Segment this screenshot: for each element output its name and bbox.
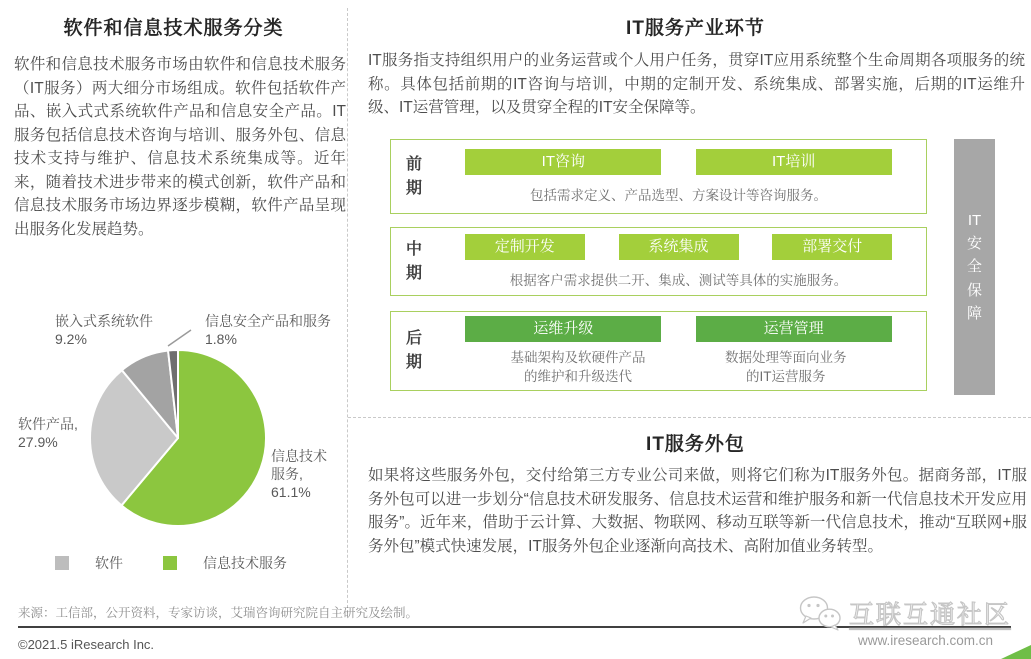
phase-row-mid — [390, 227, 927, 296]
phase-label-late — [391, 312, 431, 390]
phase-late-caption-left-line1: 基础架构及软硬件产品 — [510, 350, 646, 366]
pie-callout-software — [18, 415, 78, 451]
pie-callout-embedded — [55, 312, 153, 348]
process-section-description: IT服务指支持组织用户的业务运营或个人用户任务，贯穿IT应用系统整个生命周期各项服务的统称。具体包括前期的IT咨询与培训，中期的定制开发、系统集成、部署实施，后期的IT运维升级、IT运营管理，以及贯穿全程的IT安全保障等。 — [368, 52, 1025, 117]
it-security-bar — [954, 139, 995, 395]
horizontal-divider — [348, 417, 1031, 418]
outsourcing-section-title: IT服务外包 — [646, 434, 745, 455]
wechat-icon — [797, 595, 843, 631]
legend-swatch-software — [55, 556, 69, 570]
btn-deployment-delivery: 部署交付 — [772, 234, 892, 260]
left-section-description: 软件和信息技术服务市场由软件和信息技术服务（IT服务）两大细分市场组成。软件包括软件产品、嵌入式式系统软件产品和信息安全产品。IT服务包括信息技术咨询与培训、服务外包、信息技术支持与维护、信息技术系统集成等。近年来，随着技术进步带来的模式创新，软件产品和信息技术服务市场边界逐步模糊，软件产品呈现出服务化发展趋势。 — [14, 56, 346, 238]
copyright-text: ©2021.5 iResearch Inc. — [18, 637, 155, 652]
pie-chart — [60, 315, 300, 550]
pie-callout-software-value: 27.9% — [18, 434, 58, 451]
pie-callout-security — [205, 312, 331, 348]
pie-callout-it-services-label: 信息技术 — [271, 448, 327, 464]
legend-label-it-services: 信息技术服务 — [203, 555, 287, 571]
watermark-text: 互联互通社区 — [849, 601, 1012, 629]
phase-late-caption-right — [725, 349, 847, 385]
pie-callout-it-services — [271, 447, 327, 502]
phase-label-late-text: 后期 — [406, 330, 423, 371]
phase-late-caption-left-line2: 的维护和升级迭代 — [524, 368, 632, 384]
btn-operation-management: 运营管理 — [696, 316, 892, 342]
pie-callout-security-value: 1.8% — [205, 331, 237, 348]
phase-row-late — [390, 311, 927, 391]
phase-label-early-text: 前期 — [406, 155, 423, 197]
pie-callout-it-services-label2: 服务, — [271, 466, 303, 483]
legend-label-software: 软件 — [95, 555, 123, 571]
btn-custom-development: 定制开发 — [465, 234, 585, 260]
phase-early-caption: 包括需求定义、产品选型、方案设计等咨询服务。 — [530, 188, 827, 203]
legend-item-it-services — [163, 553, 287, 573]
phase-label-mid-text: 中期 — [406, 240, 423, 282]
it-security-bar-text: IT安全保障 — [966, 211, 982, 322]
btn-om-upgrade: 运维升级 — [465, 316, 661, 342]
pie-callout-embedded-value: 9.2% — [55, 331, 87, 348]
phase-mid-caption: 根据客户需求提供二开、集成、测试等具体的实施服务。 — [509, 273, 848, 288]
phase-late-caption-left — [511, 349, 646, 385]
phase-late-caption-right-line1: 数据处理等面向业务 — [725, 350, 847, 366]
pie-leader-line — [168, 330, 191, 346]
btn-it-training: IT培训 — [696, 149, 892, 175]
phase-label-mid — [391, 228, 431, 295]
left-section-title: 软件和信息技术服务分类 — [63, 18, 284, 39]
pie-callout-security-label: 信息安全产品和服务 — [205, 313, 331, 329]
watermark — [797, 595, 1011, 631]
corner-accent-triangle — [1001, 645, 1031, 659]
pie-callout-embedded-label: 嵌入式系统软件 — [55, 313, 153, 329]
vertical-divider — [347, 8, 348, 618]
website-url: www.iresearch.com.cn — [858, 633, 994, 648]
legend-item-software — [55, 553, 123, 573]
process-section-title: IT服务产业环节 — [626, 18, 765, 39]
phase-late-caption-right-line2: 的IT运营服务 — [746, 368, 826, 384]
phase-label-early — [391, 140, 431, 213]
outsourcing-section-description: 如果将这些服务外包，交付给第三方专业公司来做，则将它们称为IT服务外包。据商务部，IT服务外包可以进一步划分“信息技术研发服务、信息技术运营和维护服务和新一代信息技术开发应用服务”。近年来，借助于云计算、大数据、物联网、移动互联等新一代信息技术，推动“互联网+服务外包”模式快速发展，IT服务外包企业逐渐向高技术、高附加值业务转型。 — [368, 467, 1027, 555]
source-note: 来源：工信部，公开资料，专家访谈，艾瑞咨询研究院自主研究及绘制。 — [18, 606, 419, 620]
pie-callout-software-label: 软件产品, — [18, 416, 78, 432]
btn-system-integration: 系统集成 — [619, 234, 739, 260]
pie-callout-it-services-value: 61.1% — [271, 484, 311, 501]
legend-swatch-it-services — [163, 556, 177, 570]
phase-row-early — [390, 139, 927, 214]
btn-it-consulting: IT咨询 — [465, 149, 661, 175]
